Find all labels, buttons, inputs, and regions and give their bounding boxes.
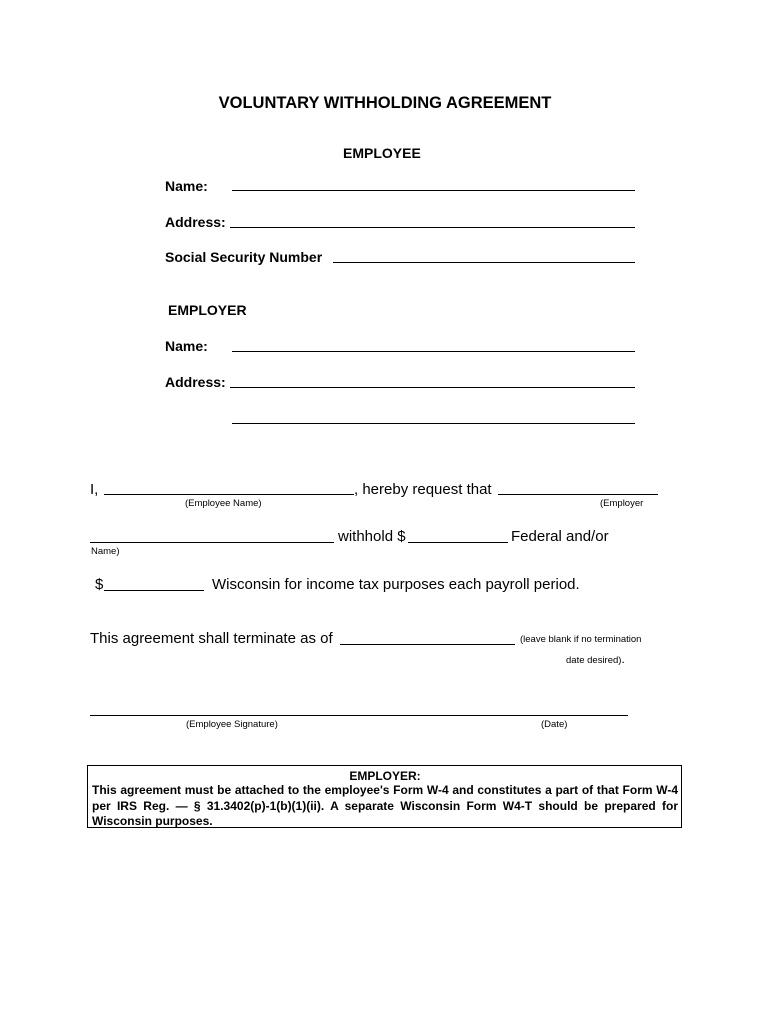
termination-text: This agreement shall terminate as of — [90, 630, 333, 647]
withhold-text: withhold $ — [338, 528, 406, 545]
employee-name-label: Name: — [165, 178, 208, 194]
notice-heading: EMPLOYER: — [349, 769, 421, 783]
employer-heading: EMPLOYER — [168, 302, 247, 318]
termination-note-period: . — [621, 652, 625, 666]
employer-name-label: Name: — [165, 338, 208, 354]
employee-heading: EMPLOYEE — [343, 145, 421, 161]
employer-address-field[interactable] — [230, 387, 635, 388]
employee-name-caption: (Employee Name) — [185, 498, 262, 509]
signature-line[interactable] — [90, 715, 628, 716]
employer-notice-box — [87, 765, 682, 828]
employer-name-field[interactable] — [232, 351, 635, 352]
notice-body: This agreement must be attached to the employee's Form W-4 and constitutes a part of that Form W-4 per IRS Reg. — § 31.3402(p)-1(b)(1)(ii). A separate Wisconsin Form W4-T should be prepared for Wisconsin purposes. — [92, 783, 678, 828]
request-employee-name-field[interactable] — [104, 494, 354, 495]
employer-address-label: Address: — [165, 374, 226, 390]
wisconsin-amount-field[interactable] — [104, 590, 204, 591]
request-i-prefix: I, — [90, 481, 99, 498]
wisconsin-dollar-sign: $ — [95, 576, 104, 593]
employee-signature-caption: (Employee Signature) — [186, 719, 278, 730]
termination-note-text: date desired) — [566, 655, 622, 666]
request-employer-field-part2[interactable] — [90, 542, 334, 543]
federal-text: Federal and/or — [511, 528, 609, 545]
employee-ssn-label: Social Security Number — [165, 249, 323, 265]
termination-note-line1: (leave blank if no termination — [520, 634, 642, 645]
employee-address-field[interactable] — [230, 227, 635, 228]
employee-address-label: Address: — [165, 214, 226, 230]
termination-note-line2 — [566, 652, 625, 666]
date-caption: (Date) — [541, 719, 568, 730]
termination-date-field[interactable] — [340, 644, 515, 645]
wisconsin-text: Wisconsin for income tax purposes each payroll period. — [212, 576, 580, 593]
employer-caption-part1: (Employer — [600, 498, 644, 509]
employer-caption-part2: Name) — [91, 546, 120, 557]
page-title: VOLUNTARY WITHHOLDING AGREEMENT — [218, 94, 552, 112]
employer-address-field-2[interactable] — [232, 423, 635, 424]
request-hereby-text: , hereby request that — [354, 481, 492, 498]
employee-ssn-field[interactable] — [333, 262, 635, 263]
federal-amount-field[interactable] — [408, 542, 508, 543]
employee-name-field[interactable] — [232, 190, 635, 191]
request-employer-field-part1[interactable] — [498, 494, 658, 495]
